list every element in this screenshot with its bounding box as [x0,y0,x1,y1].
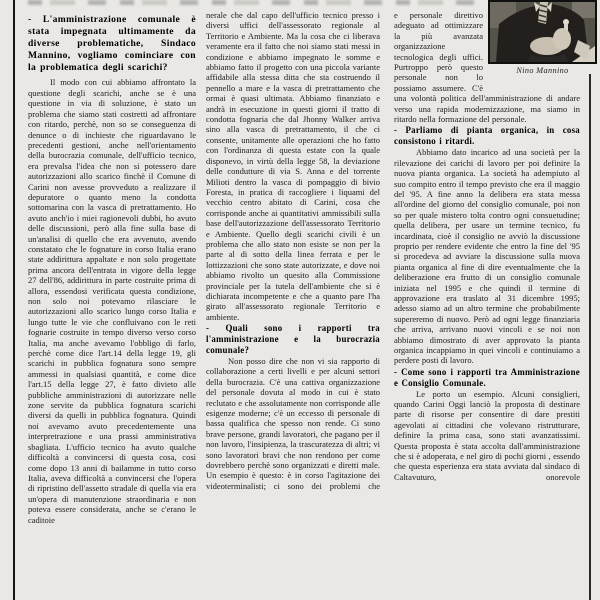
answer-3-text: Abbiamo dato incarico ad una società per la rilevazione dei carichi di lavoro per poi definire la nuova pianta organica. La società ha adempiuto al suo compito entro il tempo previsto che era il maggio del '95. A fine anno la delibera era stata messa all'ordine del giorno del consiglio comunale, poi non so per quale mistero tolta contro ogni consuetudine; quella delibera, per usare un termine tecnico, fu incardinata, cioè il consiglio ne avviò la discussione proprio per rendere evidente che entro la fine del '95 si procedeva ad avviare la discussione sulla nuova pianta organica al fine di dire eventualmente che la deliberazione era frutto di un consiglio comunale iniziata nel 1995 e che quindi il termine di approvazione era traslato al 31 dicembre 1995; adesso siamo ad un altro termine che probabilmente supereremo di nuovo. Però ad ogni legge finanziaria che arriva, arrivano nuovi vincoli e se noi non abbiamo dimostrato di aver approvato la pianta organica incappiamo in quei vincoli e continuiamo a perdere posti di lavoro. [394,147,580,366]
portrait-photo-graphic [490,2,595,62]
photo-caption: Nino Mannino [516,66,569,75]
answer-2-text: Non posso dire che non vi sia rapporto di collaborazione a certi livelli e per alcuni settori della burocrazia. C'è una cattiva organizzazione del personale dovuta al modo in cui è stato reclutato e che assolutamente non corrisponde alle esigenze moderne; c'è un eccesso di personale di bassa qualifica che spesso non rende. Ci sono brave persone, grandi lavoratori, che pagano per il non lavoro, l'insipienza, la trascuratezza di altri; vi sono lavoratori bravi che non rendono per come dovrebbero perchè sono organizzati e diretti male. Un esempio è questo: è in corso l'agitazione dei videoterminalisti; ci sono dei problemi che [206,355,380,491]
interview-question-4: - Come sono i rapporti tra Amministrazione e Consiglio Comunale. [394,366,580,388]
interview-question-1: - L'amministrazione comunale è stata impegnata ultimamente da diverse problematiche, Sindaco Mannino, vogliamo cominciare con la problematica degli scarichi? [28,14,196,74]
answer-1-continued-text: nerale che dal capo dell'ufficio tecnico presso i diversi uffici dell'assessorato regionale al Territorio e Ambiente. Ma la cosa che ci liberava veramente era il fatto che noi siamo stati messi in condizione e abbiamo impegnato le somme e abbiamo fatto il progetto con una piccola variante affidabile alla stessa ditta che sta costruendo il pennello a mare e la vasca di pretrattamento che ormai è quasi ultimata. Abbiamo finanziato e andrà in esecuzione in questi giorni il tratto di condotta fognaria che dal Jhonny Walker arriva sino alla vasca di pretrattamento, il che ci consente, unitamente alle operazioni che ho fatto con l'ordinanza di questa estate con la quale disponevo, in virtù della legge 58, la deviazione delle condutture di via S. Anna e del torrente Milioti dentro la vasca di pompaggio di bivio Foresta, in pratica di raccogliere i liquami del vecchio centro abitato di Carini, cosa che corrisponde anche ai quantitativi ammissibili sulla base dell'autorizzazione dell'assessorato Territorio e Ambiente. Quello degli scarichi civili è un problema che allo stato non esiste se non per la parte al di sotto della linea ferrata e per le lottizzazioni che sono state autorizzate, e dove noi abbiamo rivolto un quesito alla Commissione provinciale per la tutela dell'ambiente che si è dichiarata incompetente e che a quanto pare l'ha girato all'assessorato regionale Territorio e ambiente. [206,10,380,322]
portrait-photo [488,0,597,64]
interview-question-2: - Quali sono i rapporti tra l'amministrazione e la burocrazia comunale? [206,323,380,355]
answer-1-text: Il modo con cui abbiamo affrontato la questione degli scarichi, anche se è una questione in via di soluzione, è stato un problema che siamo stati costretti ad affrontare con ritardo, perchè, non so se conseguenza di denunce o di inchieste che riguardavano le precedenti gestioni, anche nell'orientamento della burocrazia comunale, dell'ufficio tecnico, era prevalsa l'idea che non si potessero dare autorizzazioni allo scarico finchè il Comune di Carini non avesse provveduto a realizzare il depuratore o quanto meno la condotta sottomarina con la vasca di pretrattamento. Ho avuto anch'io i miei ragionevoli dubbi, ho avuto delle discussioni, però alla fine sulla base di un'analisi di quello che era avvenuto, avendo constatato che le fognature in corso Italia erano state addirittura appaltate e non solo progettate prima ancora dell'entrata in vigore della legge 27 dell'86, addirittura in parte costruite prima di allora, essendosi verificata questa condizione, non solo noi potevamo rilasciare le autorizzazioni allo scarico lungo corso Italia e lungo tutte le vie che confluivano con le reti fognarie costruite in tempo diverso verso corso Italia, ma anche avevamo l'obbligo di farlo, perchè come dice l'art.14 della legge 19, gli scarichi in pubblica fognatura sono sempre ammessi in qualsiasi quantità, e come dice l'art.15 della legge 27, è fatto divieto alle pubbliche amministrazioni di autorizzare nelle zone servite da pubblica fognatura scarichi diversi da quelli in pubblica fognatura. Quindi noi avevamo avuto precedentemente una interpretrazione e una prassi amministrativa sbagliata. L'ufficio tecnico ha avuto qualche difficoltà a convincersi di questa cosa, così come dopo 13 anni di bailamme in tutto corso Italia, aveva difficoltà a convincersi che l'opera di ripristino dell'assetto stradale di quella via era un'opera di manutenzione straordinaria e non poteva essere considerata, anche se c'erano le caditoie [28,77,196,525]
left-border-rule [13,0,15,600]
right-border-rule [589,74,591,600]
column-2 [206,10,380,600]
column-3 [394,10,580,600]
column-1 [28,14,196,600]
answer-2-continued-text: e personale direttivo adeguato ad ottimizzare la più avanzata organizzazione tecnologica degli uffici. Purtroppo però questo personale non lo possiamo assumere. C'è una volontà politica dell'amministrazione di andare verso una rapida modernizzazione, ma siamo in ritardo nella formazione del personale. [394,10,580,125]
cropped-headline-remnant [28,0,480,5]
answer-4-text: Le porto un esempio. Alcuni consiglieri, quando Carini Oggi lanciò la proposta di destinare parte di risorse per consentire di dare prestiti agevolati ai cittadini che volevano ristrutturare, definire la prima casa, sono stati avanzatissimi. Questa proposta è stata accolta dall'amministrazione che si è adoperata, e nel giro di pochi giorni , essendo che questa esperienza era stata avviata dal sindaco di Caltavuturo, onorevole [394,388,580,482]
interview-question-3: - Parliamo di pianta organica, in cosa consistono i ritardi. [394,125,580,147]
portrait-photo-figure [488,0,597,75]
